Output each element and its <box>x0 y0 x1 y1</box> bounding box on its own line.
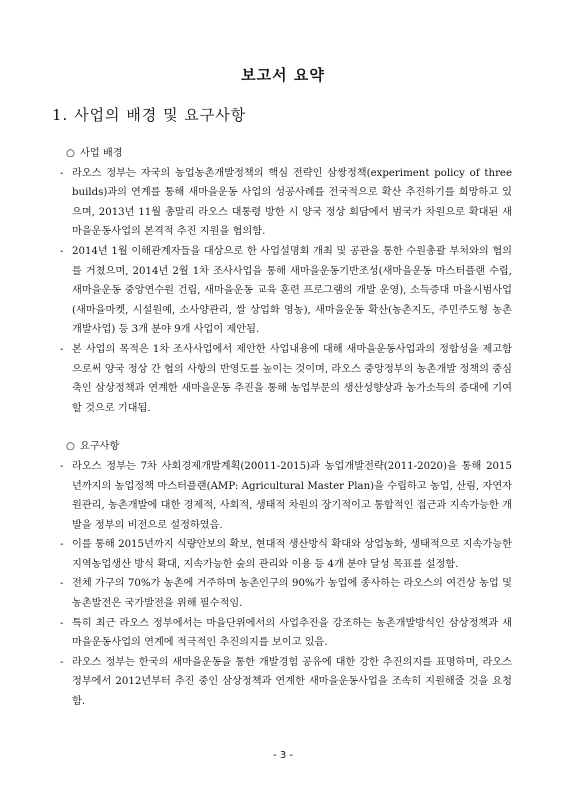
dash-bullet-icon: - <box>60 578 64 590</box>
list-item: - 전체 가구의 70%가 농촌에 거주하며 농촌인구의 90%가 농업에 종사하는 라오스의 여건상 농업 및 농촌발전은 국가발전을 위해 필수적임. <box>60 574 512 613</box>
circle-bullet-icon: ○ <box>66 148 75 159</box>
subsection-heading-text: 요구사항 <box>80 441 120 453</box>
list-item: - 2014년 1월 이해관계자들을 대상으로 한 사업설명회 개최 및 공관을 통한 수원총괄 부처와의 협의를 거쳤으며, 2014년 2월 1차 조사사업을 통해 새마을운동기반조성(새마을운동 마스터플랜 수립, 새마을운동 중앙연수원 건립, 새마을운동 교육 훈련 프로그램의 개발 운영), 소득증대 마을시범사업(새마을마켓, 시설원예, 소사양관리, 쌀 상업화 영농), 새마을운동 확산(농촌지도, 주민주도형 농촌개발사업) 등 3개 분야 9개 사업이 제안됨. <box>60 242 512 340</box>
section-spacer <box>60 418 512 437</box>
list-item: - 본 사업의 목적은 1차 조사사업에서 제안한 사업내용에 대해 새마을운동사업과의 정합성을 제고함으로써 양국 정상 간 협의 사항의 반영도를 높이는 것이며, 라오스 중앙정부의 농촌개발 정책의 중심축인 삼상정책과 연계한 새마을운동 추진을 통해 농업부문의 생산성향상과 농가소득의 증대에 기여할 것으로 기대됨. <box>60 340 512 418</box>
dash-bullet-icon: - <box>60 617 64 629</box>
list-item: - 라오스 정부는 자국의 농업농촌개발정책의 핵심 전략인 삼쌍정책(experiment policy of three builds)과의 연계를 통해 새마을운동 사업의 성공사례를 전국적으로 확산 추진하기를 희망하고 있으며, 2013년 11월 총말리 라오스 대통령 방한 시 양국 정상 회담에서 범국가 차원으로 확대된 새마을운동사업의 본격적 추진 지원을 협의함. <box>60 164 512 242</box>
subsection-heading-text: 사업 배경 <box>80 148 123 159</box>
subsection-heading-requirements <box>60 437 512 457</box>
page-body <box>60 144 512 712</box>
subsection-heading-background <box>60 144 512 164</box>
dash-bullet-icon: - <box>60 539 64 551</box>
section-title: 1. 사업의 배경 및 요구사항 <box>52 106 247 124</box>
dash-bullet-icon: - <box>60 343 64 355</box>
page-number: - 3 - <box>273 750 293 761</box>
dash-bullet-icon: - <box>60 460 64 472</box>
dash-bullet-icon: - <box>60 167 64 179</box>
list-item: - 라오스 정부는 한국의 새마을운동을 통한 개발경험 공유에 대한 강한 추진의지를 표명하며, 라오스 정부에서 2012년부터 추진 중인 삼상정책과 연계한 새마을운동사업을 조속히 지원해줄 것을 요청함. <box>60 653 512 712</box>
dash-bullet-icon: - <box>60 245 64 257</box>
circle-bullet-icon: ○ <box>66 441 75 453</box>
list-item: - 라오스 정부는 7차 사회경제개발계획(20011-2015)과 농업개발전략(2011-2020)을 통해 2015년까지의 농업정책 마스터플랜(AMP: Agricultural Master Plan)을 수립하고 농업, 산림, 자연자원관리, 농촌개발에 대한 경제적, 사회적, 생태적 차원의 장기적이고 통합적인 접근과 지속가능한 개발을 정부의 비전으로 설정하였음. <box>60 457 512 535</box>
list-item: - 특히 최근 라오스 정부에서는 마을단위에서의 사업추진을 강조하는 농촌개발방식인 삼상정책과 새마을운동사업의 연계에 적극적인 추진의지를 보이고 있음. <box>60 614 512 653</box>
dash-bullet-icon: - <box>60 656 64 668</box>
report-title: 보고서 요약 <box>241 66 325 84</box>
list-item: - 이를 통해 2015년까지 식량안보의 확보, 현대적 생산방식 확대와 상업농화, 생태적으로 지속가능한 지역농업생산 방식 확대, 지속가능한 숲의 관리와 이용 등 4개 분야 달성 목표를 설정함. <box>60 535 512 574</box>
